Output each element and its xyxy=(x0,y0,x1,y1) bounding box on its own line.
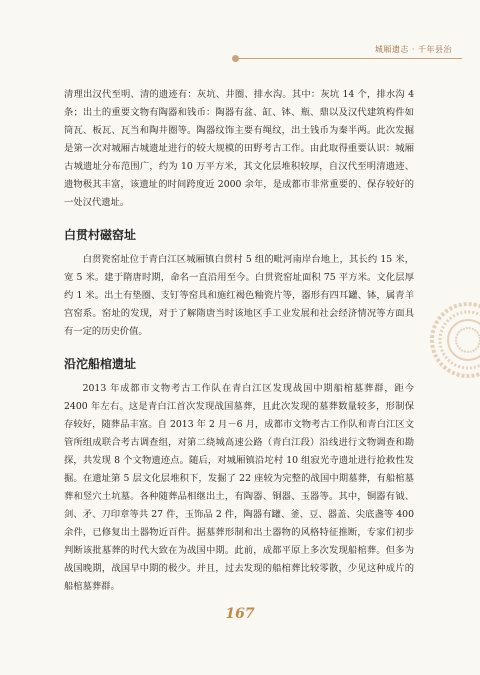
header-dot-ornament xyxy=(232,55,239,62)
section-heading-baiguan-kiln: 白贯村磁窑址 xyxy=(64,228,137,242)
section-heading-yantuo-boat-coffin: 沿沱船棺遗址 xyxy=(64,357,137,371)
page-number: 167 xyxy=(225,606,255,622)
decorative-seal-ornament xyxy=(428,300,480,380)
section-paragraph-yantuo-boat-coffin: 2013 年成都市文物考古工作队在青白江区发现战国中期船棺墓葬群，距今 2400 年左右。这是青白江首次发现战国墓葬，且此次发现的墓葬数量较多，形制保存较好，随葬品丰富。自 2013 年 2 月－6 月，成都市文物考古工作队和青白江区文管所组成联合考古调查组，对第二绕城高速公路（青白江段）沿线进行文物调查和勘探，共发现 8 个文物遗迹点。随后，对城厢镇沿坨村 10 组寂光寺遗址进行抢救性发掘。在遗址第 5 层文化层堆积下，发掘了 22 座较为完整的战国中期墓葬，有船棺墓葬和竖穴土坑墓。各种随葬品相继出土，有陶器、铜器、玉器等。其中，铜器有钺、剑、矛、刀印章等共 27 件，玉饰品 2 件，陶器有罐、釜、豆、器盖、尖底盏等 400 余件，已修复出土器物近百件。据墓葬形制和出土器物的风格特征推断，专家们初步判断该批墓葬的时代大致在为战国中期。此前，成都平原上多次发现船棺葬。但多为战国晚期，战国早中期的极少。并且，过去发现的船棺葬比较零散，少见这种成片的船棺墓葬群。 xyxy=(64,383,414,592)
header-title: 城厢遗志 · 千年县治 xyxy=(374,45,452,54)
header-rule xyxy=(232,58,462,59)
main-content xyxy=(64,86,414,596)
section-paragraph-baiguan-kiln: 白贯瓷窑址位于青白江区城厢镇白贯村 5 组的毗河南岸台地上，其长约 15 米，宽 5 米。建于隋唐时期，命名一直沿用至今。白贯瓷窑址面积 75 平方米。文化层厚约 1 米。出土有垫圈、支钉等窑具和施红褐色釉瓷片等，器形有四耳罐、钵，属青羊宫窑系。窑址的发现，对于了解隋唐当时该地区手工业发展和社会经济情况等方面具有一定的历史价值。 xyxy=(64,254,414,337)
running-header xyxy=(232,44,462,66)
intro-paragraph: 清理出汉代至明、清的遗迹有：灰坑、井圈、排水沟。其中：灰坑 14 个，排水沟 4 条；出土的重要文物有陶器和钱币：陶器有盆、缸、钵、瓶、鼎以及汉代建筑构件如筒瓦、板瓦、瓦当和陶井圈等。陶器纹饰主要有绳纹，出土钱币为秦半两。此次发掘是第一次对城厢古城遗址进行的较大规模的田野考古工作。由此取得重要认识：城厢古城遗址分布范围广，约为 10 万平方米，其文化层堆积较厚，自汉代至明清遗迹、遗物极其丰富，该遗址的时间跨度近 2000 余年，是成都市非常重要的、保存较好的一处汉代遗址。 xyxy=(64,89,414,208)
